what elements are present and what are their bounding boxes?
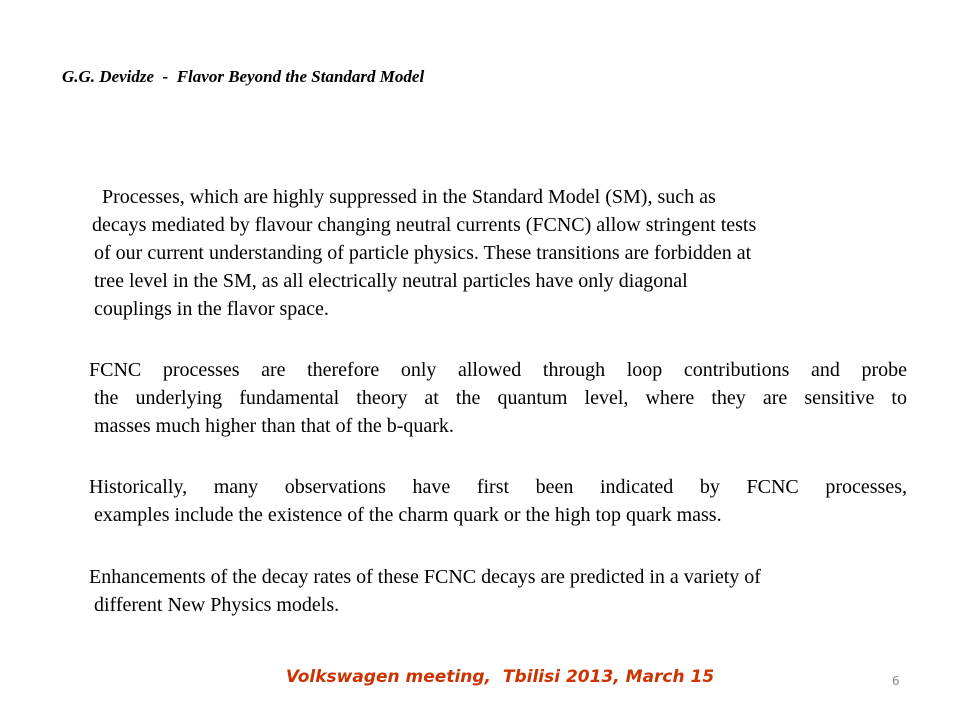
paragraph-line: Processes, which are highly suppressed in the Standard Model (SM), such as [102,186,716,208]
paragraph-line: Historically, many observations have first been indicated by FCNC processes, [89,476,907,498]
slide-number: 6 [892,674,900,688]
slide-footer: Volkswagen meeting, Tbilisi 2013, March 15 [285,667,715,687]
slide-header: G.G. Devidze - Flavor Beyond the Standard Model [62,67,425,86]
paragraph-enhancements [89,563,907,619]
paragraph-line: of our current understanding of particle physics. These transitions are forbidden at [94,242,752,264]
paragraph-line: masses much higher than that of the b-quark. [94,415,454,437]
paragraph-fcnc-loop [89,356,907,440]
paragraph-line: FCNC processes are therefore only allowed through loop contributions and probe [89,359,907,381]
paragraph-line: different New Physics models. [94,594,340,616]
paragraph-line: Enhancements of the decay rates of these FCNC decays are predicted in a variety of [89,566,761,588]
paragraph-processes [80,183,920,323]
paragraph-historically [89,473,907,529]
paragraph-line: the underlying fundamental theory at the quantum level, where they are sensitive to [94,387,907,409]
paragraph-line: examples include the existence of the charm quark or the high top quark mass. [94,504,722,526]
paragraph-line: decays mediated by flavour changing neutral currents (FCNC) allow stringent tests [92,214,757,236]
paragraph-line: tree level in the SM, as all electrically neutral particles have only diagonal [94,270,688,292]
paragraph-line: couplings in the flavor space. [94,298,329,320]
